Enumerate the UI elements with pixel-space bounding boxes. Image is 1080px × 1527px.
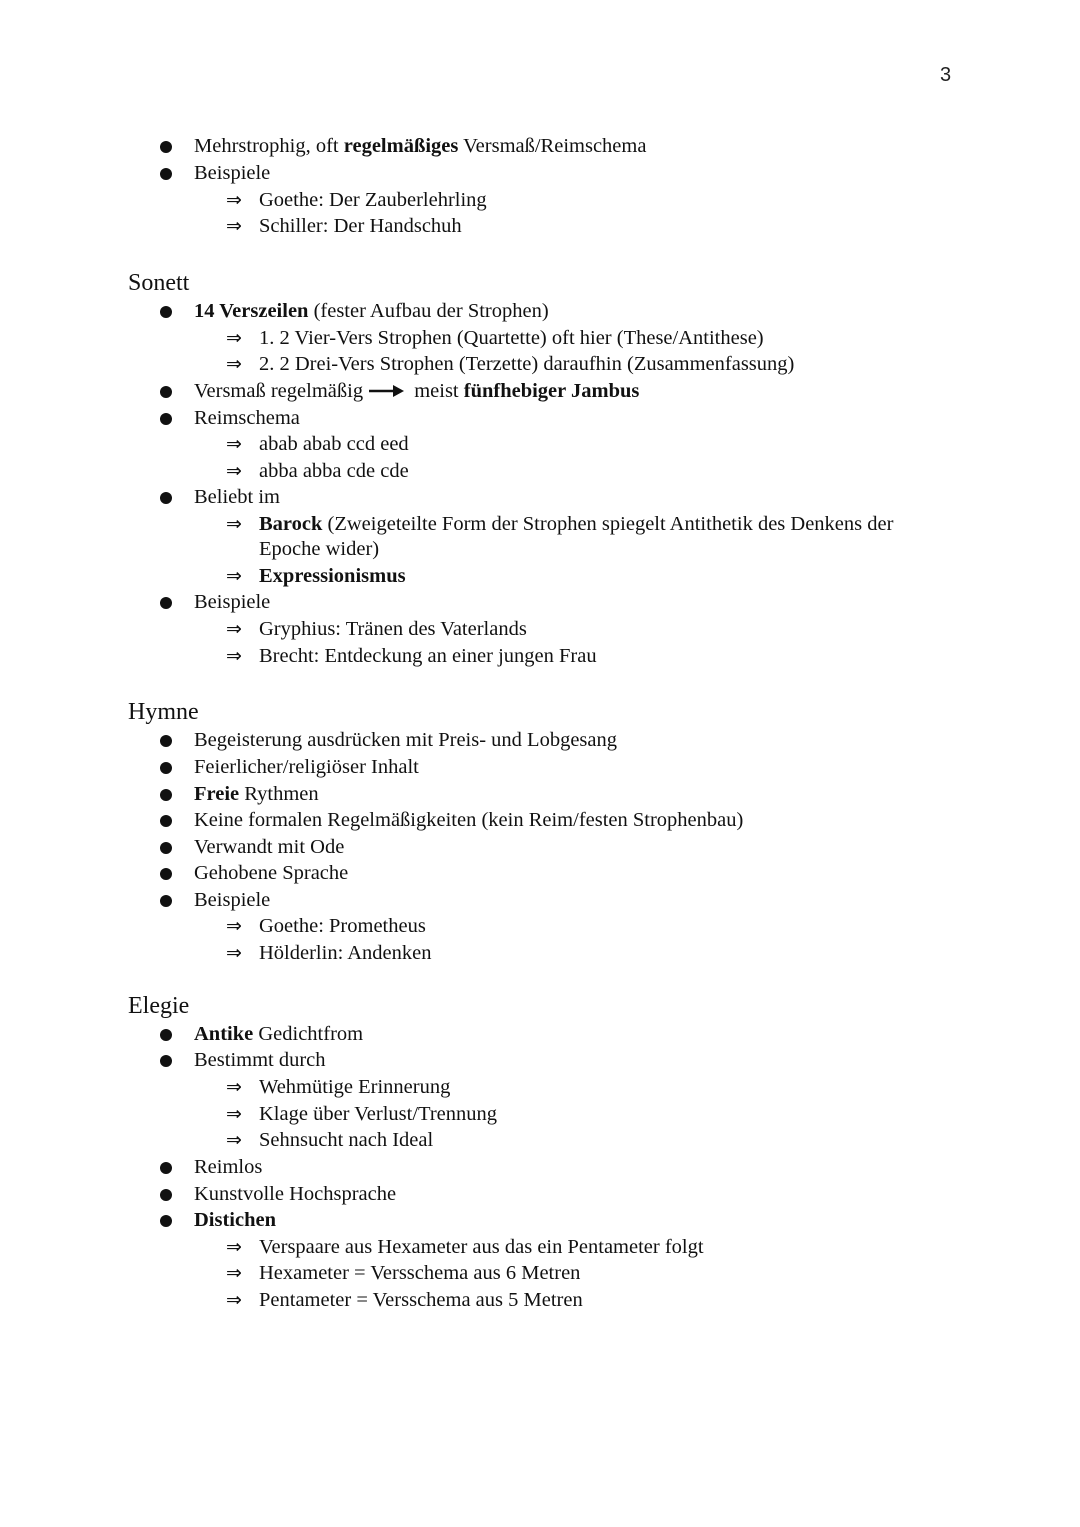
sub-list-item-text: Brecht: Entdeckung an einer jungen Frau <box>259 645 597 667</box>
list-item-text: Gehobene Sprache <box>194 862 349 884</box>
bullet-icon <box>160 413 172 425</box>
double-arrow-icon: ⇒ <box>226 460 242 482</box>
double-arrow-icon: ⇒ <box>226 1289 242 1311</box>
double-arrow-icon: ⇒ <box>226 645 242 667</box>
double-arrow-icon: ⇒ <box>226 353 242 375</box>
list-item-text: Beliebt im <box>194 486 280 508</box>
bullet-icon <box>160 1215 172 1227</box>
double-arrow-icon: ⇒ <box>226 513 242 535</box>
double-arrow-icon: ⇒ <box>226 1076 242 1098</box>
sub-list-item-text: Sehnsucht nach Ideal <box>259 1129 434 1151</box>
sub-list-item-text: abab abab ccd eed <box>259 433 409 455</box>
sub-list-item-text: Gryphius: Tränen des Vaterlands <box>259 618 527 640</box>
double-arrow-icon: ⇒ <box>226 1103 242 1125</box>
double-arrow-icon: ⇒ <box>226 215 242 237</box>
bullet-icon <box>160 597 172 609</box>
bullet-icon <box>160 735 172 747</box>
double-arrow-icon: ⇒ <box>226 915 242 937</box>
bullet-icon <box>160 868 172 880</box>
double-arrow-icon: ⇒ <box>226 1236 242 1258</box>
section-heading-sonett: Sonett <box>128 270 190 296</box>
double-arrow-icon: ⇒ <box>226 1262 242 1284</box>
list-item-text: Mehrstrophig, oft regelmäßiges Versmaß/Reimschema <box>194 135 647 157</box>
bullet-icon <box>160 1162 172 1174</box>
double-arrow-icon: ⇒ <box>226 327 242 349</box>
bullet-icon <box>160 141 172 153</box>
section-heading-elegie: Elegie <box>128 993 190 1019</box>
list-item-text: Begeisterung ausdrücken mit Preis- und Lobgesang <box>194 729 618 751</box>
list-item-text: Verwandt mit Ode <box>194 836 345 858</box>
bullet-icon <box>160 306 172 318</box>
double-arrow-icon: ⇒ <box>226 1129 242 1151</box>
sub-list-item-text: Expressionismus <box>259 565 406 587</box>
sub-list-item-text: Barock (Zweigeteilte Form der Strophen spiegelt Antithetik des Denkens der <box>259 513 894 535</box>
list-item-text: Feierlicher/religiöser Inhalt <box>194 756 419 778</box>
list-item-text: 14 Verszeilen (fester Aufbau der Strophen) <box>194 300 549 322</box>
list-item-text: Distichen <box>194 1209 276 1231</box>
list-item-text: Beispiele <box>194 889 271 911</box>
bullet-icon <box>160 492 172 504</box>
list-item-text: Kunstvolle Hochsprache <box>194 1183 397 1205</box>
sub-list-item-text: Goethe: Der Zauberlehrling <box>259 189 487 211</box>
bullet-icon <box>160 842 172 854</box>
double-arrow-icon: ⇒ <box>226 189 242 211</box>
list-item-text: Beispiele <box>194 162 271 184</box>
bullet-icon <box>160 1055 172 1067</box>
sub-list-item-text: Wehmütige Erinnerung <box>259 1076 451 1098</box>
double-arrow-icon: ⇒ <box>226 433 242 455</box>
list-item-text: Reimlos <box>194 1156 263 1178</box>
sub-list-item-text: Klage über Verlust/Trennung <box>259 1103 498 1125</box>
list-item-text: Beispiele <box>194 591 271 613</box>
page-number: 3 <box>940 64 952 86</box>
double-arrow-icon: ⇒ <box>226 565 242 587</box>
bullet-icon <box>160 1029 172 1041</box>
section-heading-hymne: Hymne <box>128 699 199 725</box>
double-arrow-icon: ⇒ <box>226 618 242 640</box>
bullet-icon <box>160 815 172 827</box>
bullet-icon <box>160 762 172 774</box>
list-item-text: Reimschema <box>194 407 300 429</box>
sub-list-item-text: Verspaare aus Hexameter aus das ein Pentameter folgt <box>259 1236 704 1258</box>
bullet-icon <box>160 386 172 398</box>
bullet-icon <box>160 1189 172 1201</box>
list-item-text: Versmaß regelmäßig meist fünfhebiger Jambus <box>194 380 640 402</box>
sub-list-item-text: Schiller: Der Handschuh <box>259 215 462 237</box>
sub-list-item-text: Pentameter = Versschema aus 5 Metren <box>259 1289 583 1311</box>
sub-list-item-text: 2. 2 Drei-Vers Strophen (Terzette) daraufhin (Zusammenfassung) <box>259 353 795 375</box>
right-arrow-icon <box>367 384 405 398</box>
sub-list-item-text: Hexameter = Versschema aus 6 Metren <box>259 1262 581 1284</box>
bullet-icon <box>160 895 172 907</box>
list-item-text: Antike Gedichtfrom <box>194 1023 364 1045</box>
double-arrow-icon: ⇒ <box>226 942 242 964</box>
sub-list-item-text: Goethe: Prometheus <box>259 915 426 937</box>
sub-list-item-text: Epoche wider) <box>259 538 380 560</box>
sub-list-item-text: abba abba cde cde <box>259 460 409 482</box>
sub-list-item-text: Hölderlin: Andenken <box>259 942 432 964</box>
list-item-text: Bestimmt durch <box>194 1049 326 1071</box>
list-item-text: Freie Rythmen <box>194 783 319 805</box>
list-item-text: Keine formalen Regelmäßigkeiten (kein Reim/festen Strophenbau) <box>194 809 744 831</box>
sub-list-item-text: 1. 2 Vier-Vers Strophen (Quartette) oft hier (These/Antithese) <box>259 327 764 349</box>
bullet-icon <box>160 168 172 180</box>
bullet-icon <box>160 789 172 801</box>
